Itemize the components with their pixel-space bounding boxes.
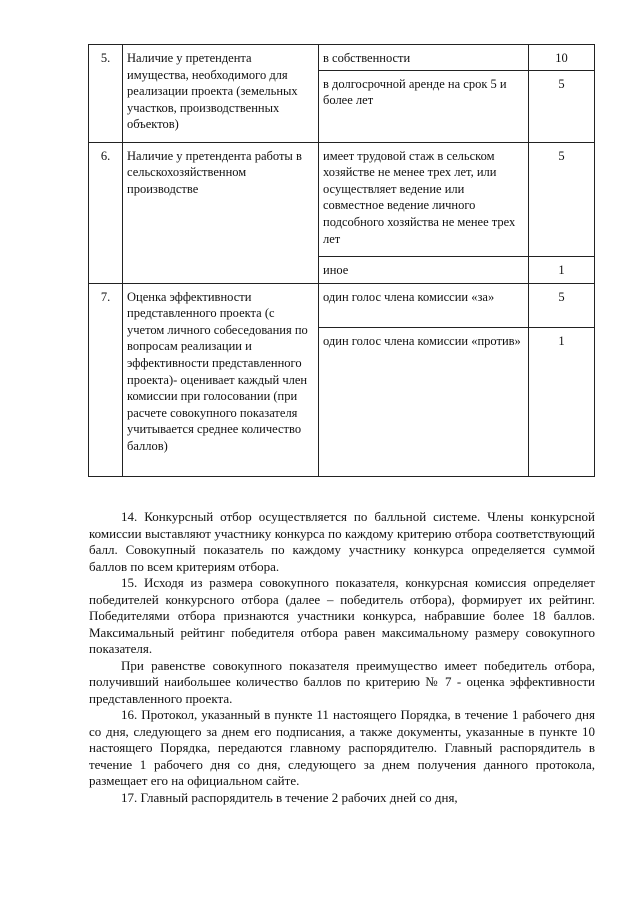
points-value: 1 bbox=[529, 327, 595, 476]
row-number: 7. bbox=[89, 283, 123, 476]
table-row bbox=[89, 142, 595, 256]
points-value: 10 bbox=[529, 45, 595, 71]
row-number: 6. bbox=[89, 142, 123, 283]
criteria-table bbox=[88, 44, 595, 477]
paragraph-tiebreak: При равенстве совокупного показателя преимущество имеет победитель отбора, получивший наибольшее количество баллов по критерию № 7 - оценка эффективности представленного проекта. bbox=[89, 657, 595, 706]
paragraph-14: 14. Конкурсный отбор осуществляется по балльной системе. Члены конкурсной комиссии выставляют участнику конкурса по каждому критерию отбора соответствующий балл. Совокупный показатель по каждому участнику конкурса определяется суммой баллов по всем критериям отбора. bbox=[89, 509, 595, 574]
points-value: 5 bbox=[529, 283, 595, 327]
points-value: 5 bbox=[529, 142, 595, 256]
table-row bbox=[89, 283, 595, 327]
paragraph-17: 17. Главный распорядитель в течение 2 рабочих дней со дня, bbox=[121, 789, 458, 805]
points-value: 1 bbox=[529, 256, 595, 283]
condition-text: имеет трудовой стаж в сельском хозяйстве не менее трех лет, или осуществляет ведение или совместное ведение личного подсобного хозяйства не менее трех лет bbox=[319, 142, 529, 256]
paragraph-16: 16. Протокол, указанный в пункте 11 настоящего Порядка, в течение 1 рабочего дня со дня, следующего за днем его подписания, а также документы, указанные в пункте 10 настоящего Порядка, передаются главному распорядителю. Главный распорядитель в течение 1 рабочего дня со дня, следующего за днем получения данного протокола, размещает его на официальном сайте. bbox=[89, 707, 595, 788]
body-text bbox=[89, 509, 595, 806]
criterion-text: Наличие у претендента имущества, необходимого для реализации проекта (земельных участков, производственных объектов) bbox=[123, 45, 319, 143]
paragraph-15: 15. Исходя из размера совокупного показателя, конкурсная комиссия определяет победителей конкурсного отбора (далее – победитель отбора), формирует их рейтинг. Победителями отбора признаются участники конкурса, набравшие более 18 баллов. Максимальный рейтинг победителя отбора равен максимальному размеру совокупного показателя. bbox=[89, 575, 595, 656]
criterion-text: Оценка эффективности представленного проекта (с учетом личного собеседования по вопросам реализации и эффективности представленного проекта)- оценивает каждый член комиссии при голосовании (при расчете совокупного показателя учитывается среднее количество баллов) bbox=[123, 283, 319, 476]
condition-text: один голос члена комиссии «против» bbox=[319, 327, 529, 476]
criterion-text: Наличие у претендента работы в сельскохозяйственном производстве bbox=[123, 142, 319, 283]
table-row bbox=[89, 45, 595, 71]
row-number: 5. bbox=[89, 45, 123, 143]
condition-text: иное bbox=[319, 256, 529, 283]
condition-text: в собственности bbox=[319, 45, 529, 71]
condition-text: в долгосрочной аренде на срок 5 и более лет bbox=[319, 70, 529, 142]
condition-text: один голос члена комиссии «за» bbox=[319, 283, 529, 327]
points-value: 5 bbox=[529, 70, 595, 142]
